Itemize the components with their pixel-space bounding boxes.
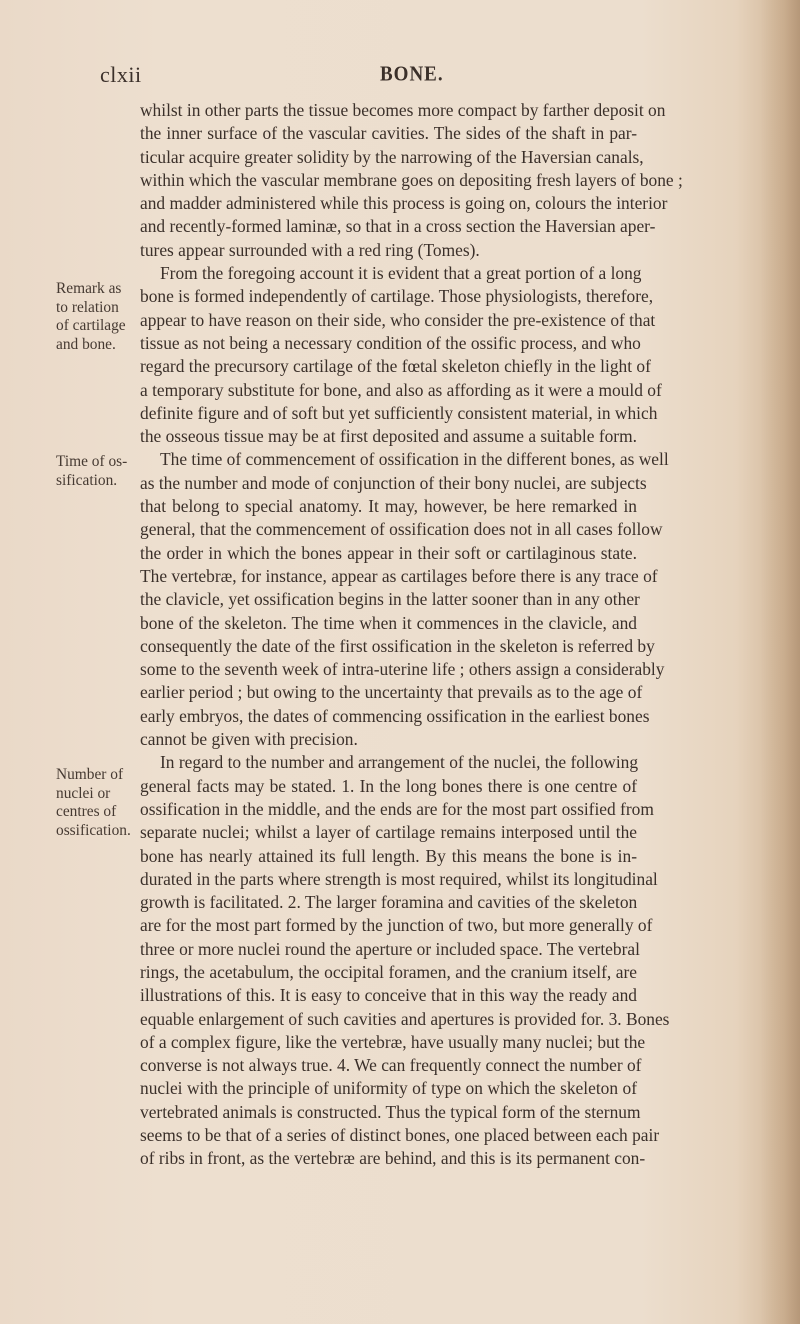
marginal-note-line: Remark as	[56, 280, 122, 297]
body-line: the inner surface of the vascular cavities. The sides of the shaft in par-	[140, 123, 637, 144]
body-line: within which the vascular membrane goes on depositing fresh layers of bone ;	[140, 169, 683, 190]
body-text	[140, 99, 683, 1171]
body-line: growth is facilitated. 2. The larger foramina and cavities of the skeleton	[140, 892, 638, 913]
page-edge-shadow	[760, 0, 800, 1324]
body-line: the order in which the bones appear in their soft or cartilaginous state.	[140, 542, 637, 563]
body-line: three or more nuclei round the aperture or included space. The vertebral	[140, 938, 640, 959]
body-line: as the number and mode of conjunction of their bony nuclei, are subjects	[140, 472, 647, 493]
body-line: nuclei with the principle of uniformity of type on which the skeleton of	[140, 1078, 637, 1099]
body-line: bone is formed independently of cartilage. Those physiologists, therefore,	[140, 286, 654, 307]
body-line: appear to have reason on their side, who consider the pre-existence of that	[140, 309, 656, 330]
body-line: general facts may be stated. 1. In the long bones there is one centre of	[140, 775, 637, 796]
body-line: consequently the date of the first ossification in the skeleton is referred by	[140, 635, 655, 656]
body-line: earlier period ; but owing to the uncertainty that prevails as to the age of	[140, 682, 643, 703]
body-line: of ribs in front, as the vertebræ are behind, and this is its permanent con-	[140, 1148, 646, 1169]
body-line: tissue as not being a necessary condition of the ossific process, and who	[140, 332, 641, 353]
marginal-note-number-of-nuclei	[56, 766, 131, 840]
marginal-note-line: and bone.	[56, 335, 116, 353]
page-title: BONE.	[380, 62, 444, 86]
body-line: definite figure and of soft but yet sufficiently consistent material, in which	[140, 402, 658, 423]
body-line: that belong to special anatomy. It may, however, be here remarked in	[140, 496, 637, 517]
marginal-note-line: sification.	[56, 471, 118, 489]
body-line: separate nuclei; whilst a layer of cartilage remains interposed until the	[140, 822, 637, 843]
marginal-note-line: nuclei or	[56, 784, 111, 802]
body-line: whilst in other parts the tissue becomes more compact by farther deposit on	[140, 100, 666, 120]
paragraph-start-line: From the foregoing account it is evident that a great portion of a long	[160, 263, 642, 284]
body-line: seems to be that of a series of distinct bones, one placed between each pair	[140, 1125, 660, 1146]
body-line: vertebrated animals is constructed. Thus the typical form of the sternum	[140, 1101, 641, 1122]
paragraph-start-line: In regard to the number and arrangement of the nuclei, the following	[160, 752, 639, 773]
body-line: the clavicle, yet ossification begins in the latter sooner than in any other	[140, 589, 640, 610]
body-line: The vertebræ, for instance, appear as cartilages before there is any trace of	[140, 565, 658, 586]
body-line: general, that the commencement of ossification does not in all cases follow	[140, 519, 663, 540]
body-line: a temporary substitute for bone, and also as affording as it were a mould of	[140, 379, 662, 400]
body-line: rings, the acetabulum, the occipital foramen, and the cranium itself, are	[140, 961, 637, 982]
marginal-note-line: to relation	[56, 298, 119, 316]
body-line: cannot be given with precision.	[140, 729, 358, 750]
body-line: durated in the parts where strength is most required, whilst its longitudinal	[140, 868, 658, 889]
marginal-note-line: ossification.	[56, 821, 131, 839]
body-line: and recently-formed laminæ, so that in a cross section the Haversian aper-	[140, 216, 656, 237]
paragraph-start-line: The time of commencement of ossification in the different bones, as well	[160, 449, 669, 470]
running-head	[100, 62, 636, 92]
marginal-note-line: centres of	[56, 803, 117, 821]
body-line: the osseous tissue may be at first deposited and assume a suitable form.	[140, 426, 637, 447]
body-line: ossification in the middle, and the ends are for the most part ossified from	[140, 798, 654, 819]
marginal-note-cartilage-bone	[56, 280, 126, 354]
body-line: tures appear surrounded with a red ring (Tomes).	[140, 239, 480, 260]
body-line: ticular acquire greater solidity by the narrowing of the Haversian canals,	[140, 146, 644, 167]
body-line: bone of the skeleton. The time when it commences in the clavicle, and	[140, 612, 637, 633]
body-line: bone has nearly attained its full length. By this means the bone is in-	[140, 845, 637, 866]
body-line: some to the seventh week of intra-uterine life ; others assign a considerably	[140, 659, 665, 680]
body-line: equable enlargement of such cavities and apertures is provided for. 3. Bones	[140, 1008, 670, 1029]
body-line: and madder administered while this process is going on, colours the interior	[140, 193, 668, 214]
body-line: of a complex figure, like the vertebræ, have usually many nuclei; but the	[140, 1031, 646, 1052]
body-line: early embryos, the dates of commencing ossification in the earliest bones	[140, 705, 650, 726]
body-line: are for the most part formed by the junction of two, but more generally of	[140, 915, 653, 936]
marginal-note-time-of-ossification	[56, 453, 127, 490]
marginal-note-line: of cartilage	[56, 317, 126, 335]
body-line: regard the precursory cartilage of the fœtal skeleton chiefly in the light of	[140, 356, 651, 377]
body-line: illustrations of this. It is easy to conceive that in this way the ready and	[140, 985, 637, 1006]
marginal-note-line: Time of os-	[56, 453, 128, 470]
body-line: converse is not always true. 4. We can frequently connect the number of	[140, 1055, 642, 1076]
marginal-note-line: Number of	[56, 766, 124, 783]
page-number: clxii	[100, 62, 142, 87]
